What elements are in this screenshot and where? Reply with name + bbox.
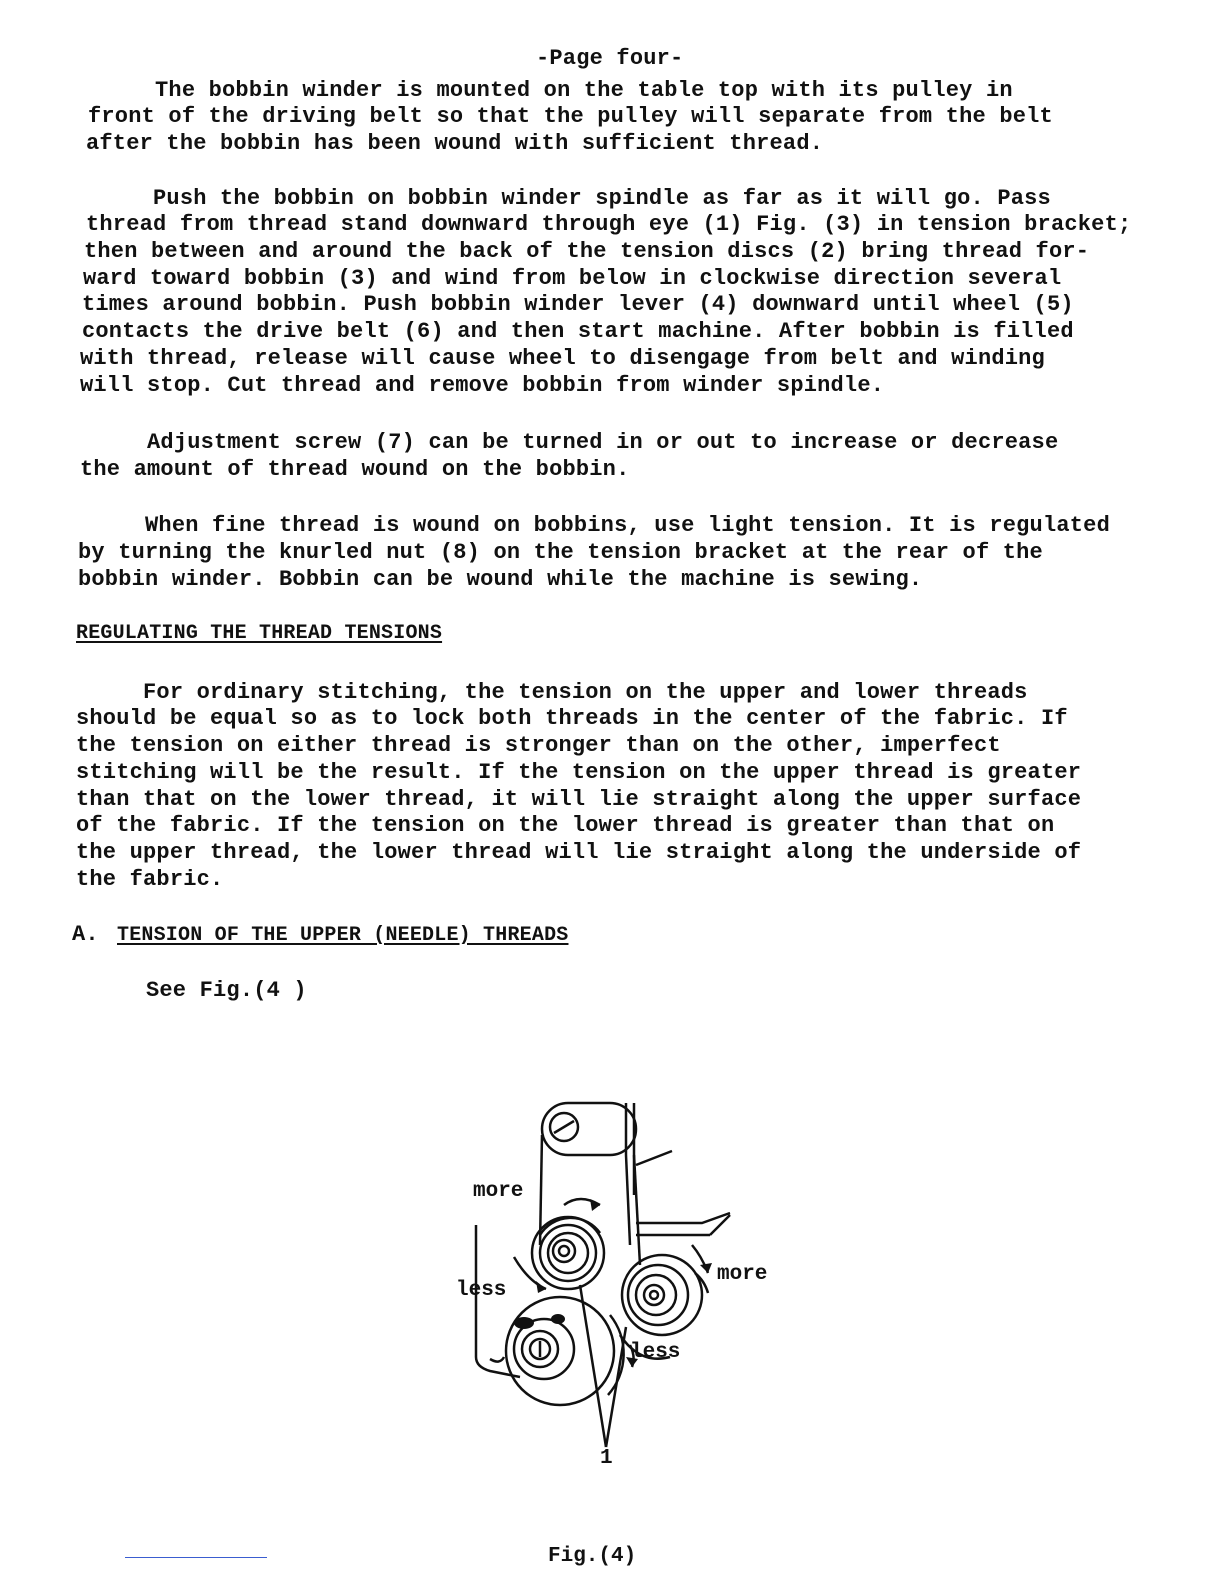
para5-line-7: the upper thread, the lower thread will lie straight along the underside of bbox=[76, 840, 1082, 865]
page-header: -Page four- bbox=[536, 46, 684, 71]
para3-line-1: Adjustment screw (7) can be turned in or out to increase or decrease bbox=[80, 430, 1059, 455]
section-heading: REGULATING THE THREAD TENSIONS bbox=[76, 622, 443, 645]
para5-line-8: the fabric. bbox=[76, 867, 224, 892]
para2-line-2: thread from thread stand downward through eye (1) Fig. (3) in tension bracket; bbox=[86, 212, 1132, 237]
see-fig-reference: See Fig.(4 ) bbox=[146, 978, 307, 1003]
para2-line-6: contacts the drive belt (6) and then start machine. After bobbin is filled bbox=[82, 319, 1074, 344]
para5-line-6: of the fabric. If the tension on the lower thread is greater than that on bbox=[76, 813, 1055, 838]
bracket-plate bbox=[542, 1103, 636, 1155]
para5-line-5: than that on the lower thread, it will lie straight along the upper surface bbox=[76, 787, 1082, 812]
para2-line-1: Push the bobbin on bobbin winder spindle as far as it will go. Pass bbox=[86, 186, 1051, 211]
para5-line-1: For ordinary stitching, the tension on the upper and lower threads bbox=[76, 680, 1028, 705]
right-tension-disc bbox=[622, 1255, 702, 1335]
para5-line-4: stitching will be the result. If the tension on the upper thread is greater bbox=[76, 760, 1082, 785]
label-callout-1: 1 bbox=[600, 1447, 613, 1470]
para1-line-1: The bobbin winder is mounted on the table top with its pulley in bbox=[88, 78, 1013, 103]
tension-assembly-figure bbox=[440, 1095, 800, 1475]
label-more-top: more bbox=[473, 1180, 524, 1203]
para4-line-3: bobbin winder. Bobbin can be wound while the machine is sewing. bbox=[78, 567, 923, 592]
para1-line-2: front of the driving belt so that the pulley will separate from the belt bbox=[88, 104, 1053, 129]
subsection-title: TENSION OF THE UPPER (NEEDLE) THREADS bbox=[117, 924, 569, 947]
para2-line-7: with thread, release will cause wheel to disengage from belt and winding bbox=[80, 346, 1045, 371]
para5-line-3: the tension on either thread is stronger than on the other, imperfect bbox=[76, 733, 1001, 758]
label-less-left: less bbox=[456, 1279, 507, 1302]
para4-line-2: by turning the knurled nut (8) on the tension bracket at the rear of the bbox=[78, 540, 1043, 565]
para3-line-2: the amount of thread wound on the bobbin. bbox=[80, 457, 630, 482]
para4-line-1: When fine thread is wound on bobbins, use light tension. It is regulated bbox=[78, 513, 1110, 538]
para5-line-2: should be equal so as to lock both threads in the center of the fabric. If bbox=[76, 706, 1068, 731]
para2-line-8: will stop. Cut thread and remove bobbin from winder spindle. bbox=[80, 373, 885, 398]
para2-line-4: ward toward bobbin (3) and wind from below in clockwise direction several bbox=[83, 266, 1062, 291]
label-less-right: less bbox=[630, 1341, 681, 1364]
para2-line-3: then between and around the back of the tension discs (2) bring thread for- bbox=[84, 239, 1090, 264]
para2-line-5: times around bobbin. Push bobbin winder lever (4) downward until wheel (5) bbox=[82, 292, 1074, 317]
label-more-right: more bbox=[717, 1263, 768, 1286]
para1-line-3: after the bobbin has been wound with sufficient thread. bbox=[86, 131, 824, 156]
figure-caption: Fig.(4) bbox=[548, 1545, 637, 1568]
footer-rule bbox=[125, 1557, 267, 1558]
subsection-prefix: A. bbox=[72, 922, 99, 947]
